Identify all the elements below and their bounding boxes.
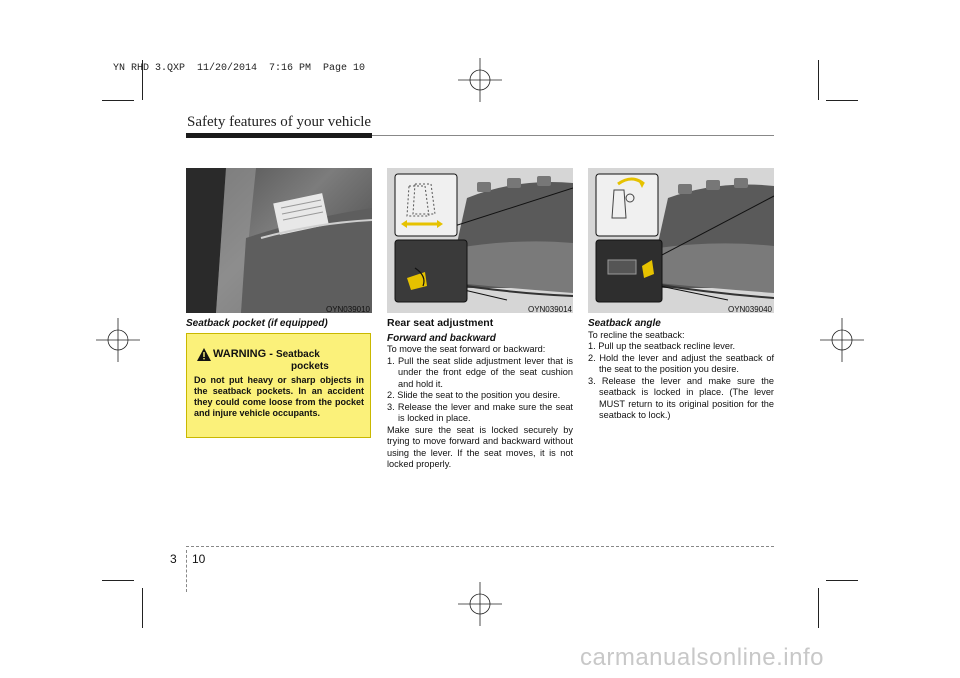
rear-seat-adjustment-section — [387, 318, 573, 471]
note-text: Make sure the seat is locked securely by trying to move forward and backward without using the lever. If the seat moves, it is not locked properly. — [387, 424, 573, 469]
step-item: 1. Pull the seat slide adjustment lever that is under the front edge of the seat cushion and hold it. — [387, 355, 573, 389]
figure-code: OYN039010 — [325, 305, 370, 314]
crop-mark — [818, 60, 819, 100]
page-header-title: Safety features of your vehicle — [187, 114, 372, 130]
intro-text: To move the seat forward or backward: — [387, 344, 546, 354]
section-heading: Rear seat adjustment — [387, 317, 494, 329]
page-number: 10 — [192, 552, 206, 566]
registration-mark — [456, 580, 504, 628]
header-bar — [186, 133, 372, 138]
figure-code: OYN039014 — [527, 305, 572, 314]
registration-mark — [94, 316, 142, 364]
warning-heading — [213, 348, 329, 372]
step-item: 3. Release the lever and make sure the seat is locked in place. — [387, 401, 573, 423]
print-slug: YN RHD 3.QXP 11/20/2014 7:16 PM Page 10 — [113, 63, 366, 74]
subheading: Forward and backward — [387, 332, 496, 344]
rear-seat-slide-photo — [387, 168, 573, 313]
seatback-angle-section — [588, 318, 774, 422]
section-number: 3 — [170, 552, 177, 566]
crop-mark — [102, 100, 134, 101]
warning-body: Do not put heavy or sharp objects in the seatback pockets. In an accident they could come loose from the pocket and injure vehicle occupants. — [194, 375, 364, 418]
footer-rule — [186, 546, 774, 547]
figure-code: OYN039040 — [727, 305, 772, 314]
intro-text: To recline the seatback: — [588, 329, 685, 340]
crop-mark — [826, 100, 858, 101]
warning-box — [186, 333, 371, 438]
registration-mark — [456, 56, 504, 104]
watermark: carmanualsonline.info — [580, 644, 824, 671]
step-list — [387, 356, 573, 425]
subheading: Seatback angle — [588, 318, 661, 329]
step-item: 2. Hold the lever and adjust the seatback of the seat to the position you desire. — [588, 352, 774, 374]
crop-mark — [142, 588, 143, 628]
warning-topic-2: pockets — [291, 361, 329, 372]
crop-mark — [826, 580, 858, 581]
rear-seat-illustration — [387, 168, 573, 313]
crop-mark — [102, 580, 134, 581]
recline-illustration — [588, 168, 774, 313]
seatback-recline-photo — [588, 168, 774, 313]
crop-mark — [818, 588, 819, 628]
seat-illustration — [186, 168, 372, 313]
registration-mark — [818, 316, 866, 364]
step-item: 2. Slide the seat to the position you desire. — [387, 390, 561, 400]
seatback-pocket-photo — [186, 168, 372, 313]
warning-topic: Seatback — [275, 349, 320, 360]
warning-triangle-icon — [197, 348, 211, 361]
figure-caption: Seatback pocket (if equipped) — [186, 318, 328, 329]
step-list — [588, 341, 774, 422]
step-item: 1. Pull up the seatback recline lever. — [588, 341, 736, 351]
warning-label: WARNING - — [213, 348, 273, 360]
footer-divider — [186, 550, 187, 592]
step-item: 3. Release the lever and make sure the seatback is locked in place. (The lever MUST return to its original position for the seatback to lock.) — [588, 375, 774, 420]
